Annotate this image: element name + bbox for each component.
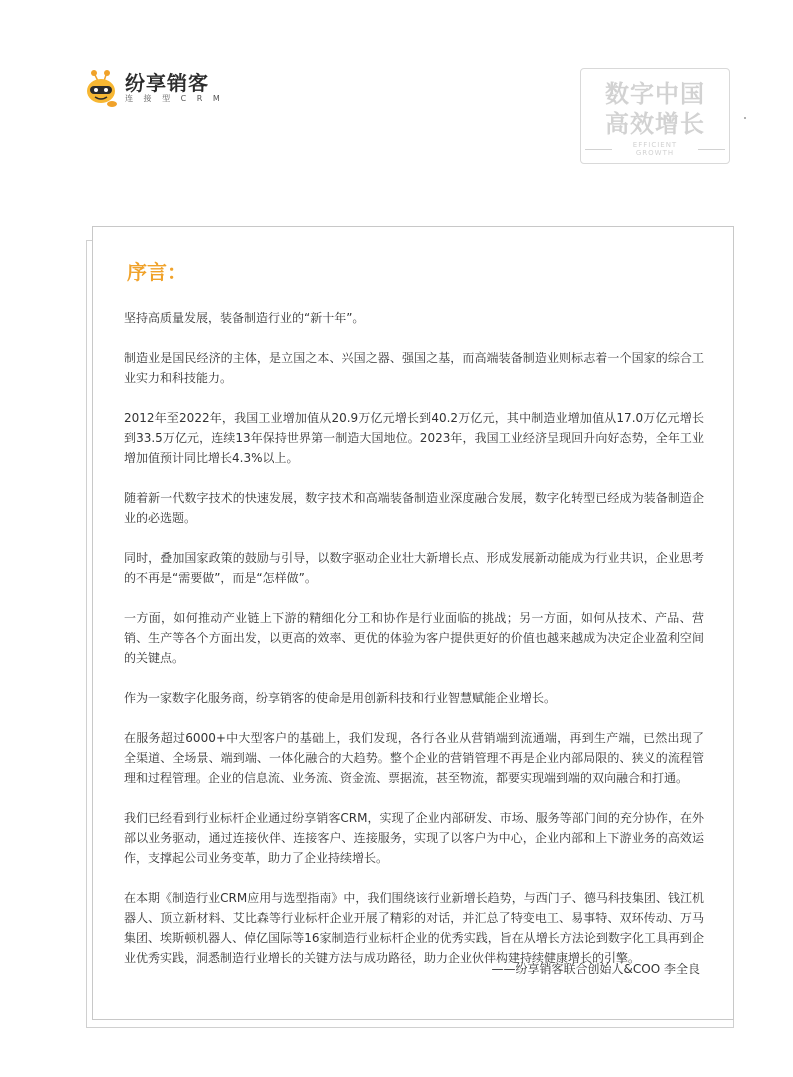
preface-body	[124, 308, 704, 988]
paragraph: 我们已经看到行业标杆企业通过纷享销客CRM，实现了企业内部研发、市场、服务等部门间的充分协作，在外部以业务驱动，通过连接伙伴、连接客户、连接服务，实现了以客户为中心，企业内部和上下游业务的高效运作，支撑起公司业务变革，助力了企业持续增长。	[124, 811, 704, 865]
paragraph: 随着新一代数字技术的快速发展，数字技术和高端装备制造业深度融合发展，数字化转型已经成为装备制造企业的必选题。	[124, 491, 704, 525]
paragraph: 在本期《制造行业CRM应用与选型指南》中，我们围绕该行业新增长趋势，与西门子、德马科技集团、钱江机器人、顶立新材料、艾比森等行业标杆企业开展了精彩的对话，并汇总了特变电工、易事特、双环传动、万马集团、埃斯顿机器人、倬亿国际等16家制造行业标杆企业的优秀实践，旨在从增长方法论到数字化工具再到企业优秀实践，洞悉制造行业增长的关键方法与成功路径，助力企业伙伴构建持续健康增长的引擎。	[124, 891, 704, 965]
author-signature: ——纷享销客联合创始人&COO 李全良	[491, 962, 700, 976]
decorative-dot	[744, 117, 746, 119]
stamp-line-2: 高效增长	[605, 110, 705, 138]
brand-tagline: 连 接 型 C R M	[125, 94, 224, 103]
paragraph: 同时，叠加国家政策的鼓励与引导，以数字驱动企业壮大新增长点、形成发展新动能成为行业共识，企业思考的不再是“需要做”，而是“怎样做”。	[124, 551, 704, 585]
preface-heading: 序言：	[127, 260, 187, 284]
stamp-line-1: 数字中国	[605, 80, 705, 108]
paragraph: 一方面，如何推动产业链上下游的精细化分工和协作是行业面临的挑战；另一方面，如何从技术、产品、营销、生产等各个方面出发，以更高的效率、更优的体验为客户提供更好的价值也越来越成为决定企业盈利空间的关键点。	[124, 611, 704, 665]
stamp-subtitle: EFFICIENT GROWTH	[581, 141, 729, 157]
bee-logo-icon	[85, 68, 119, 108]
paragraph: 2012年至2022年，我国工业增加值从20.9万亿元增长到40.2万亿元，其中制造业增加值从17.0万亿元增长到33.5万亿元，连续13年保持世界第一制造大国地位。2023年，我国工业经济呈现回升向好态势，全年工业增加值预计同比增长4.3%以上。	[124, 411, 704, 465]
paragraph: 在服务超过6000+中大型客户的基础上，我们发现，各行各业从营销端到流通端，再到生产端，已然出现了全渠道、全场景、端到端、一体化融合的大趋势。整个企业的营销管理不再是企业内部局限的、狭义的流程管理和过程管理。企业的信息流、业务流、资金流、票据流，甚至物流，都要实现端到端的双向融合和打通。	[124, 731, 704, 785]
brand-name: 纷享销客	[125, 71, 209, 95]
slogan-stamp	[580, 68, 730, 164]
paragraph: 作为一家数字化服务商，纷享销客的使命是用创新科技和行业智慧赋能企业增长。	[124, 691, 557, 705]
brand-logo	[85, 68, 224, 108]
paragraph: 制造业是国民经济的主体，是立国之本、兴国之器、强国之基，而高端装备制造业则标志着一个国家的综合工业实力和科技能力。	[124, 351, 704, 385]
paragraph: 坚持高质量发展，装备制造行业的“新十年”。	[124, 311, 365, 325]
